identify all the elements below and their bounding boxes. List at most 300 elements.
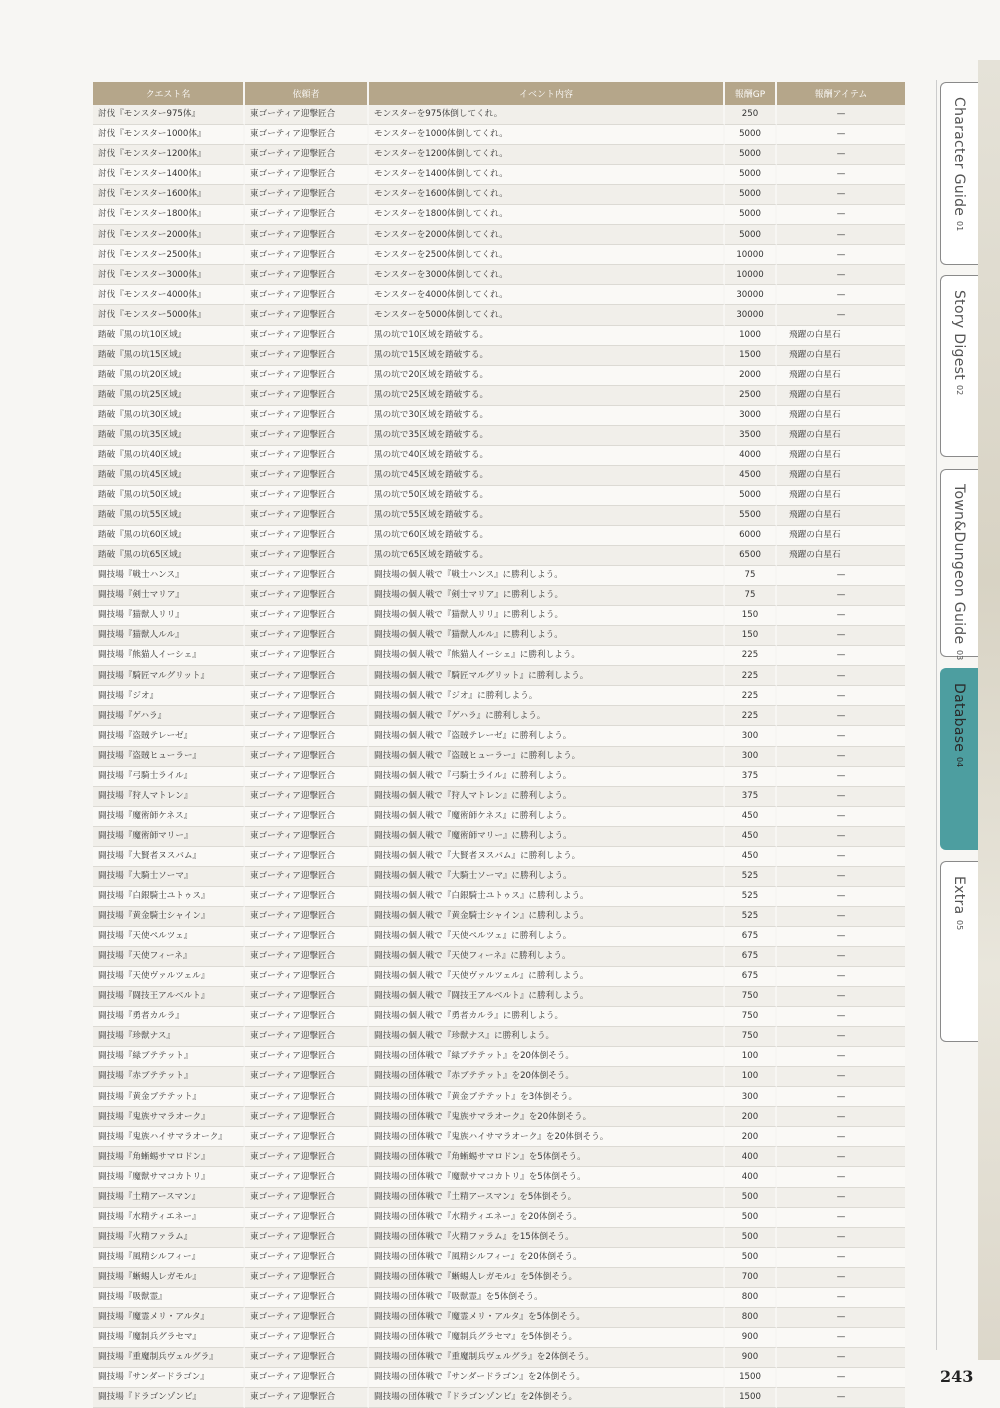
quest-name-cell: 踏破『黒の坑30区域』: [93, 406, 245, 426]
quest-name-cell: 闘技場『サンダードラゴン』: [93, 1368, 245, 1388]
table-row: [93, 1167, 905, 1187]
table-row: [93, 1288, 905, 1308]
quest-name-cell: 踏破『黒の坑55区域』: [93, 506, 245, 526]
table-row: [93, 205, 905, 225]
reward-gp-cell: 2500: [725, 386, 777, 406]
table-row: [93, 165, 905, 185]
client-cell: 東ゴーティア迎撃匠合: [245, 366, 369, 386]
event-content-cell: 闘技場の団体戦で『風精シルフィー』を20体倒そう。: [369, 1248, 725, 1268]
table-row: [93, 305, 905, 325]
table-row: [93, 1308, 905, 1328]
table-row: [93, 1127, 905, 1147]
reward-item-cell: —: [777, 245, 905, 265]
reward-item-cell: —: [777, 105, 905, 125]
client-cell: 東ゴーティア迎撃匠合: [245, 706, 369, 726]
reward-item-cell: 飛躍の白星石: [777, 526, 905, 546]
client-cell: 東ゴーティア迎撃匠合: [245, 586, 369, 606]
table-row: [93, 887, 905, 907]
reward-gp-cell: 5500: [725, 506, 777, 526]
event-content-cell: 黒の坑で40区域を踏破する。: [369, 446, 725, 466]
reward-item-cell: —: [777, 1328, 905, 1348]
reward-item-cell: —: [777, 1188, 905, 1208]
client-cell: 東ゴーティア迎撃匠合: [245, 967, 369, 987]
reward-item-cell: —: [777, 1228, 905, 1248]
table-row: [93, 586, 905, 606]
event-content-cell: 黒の坑で45区域を踏破する。: [369, 466, 725, 486]
page-edge-decoration: [978, 60, 1000, 1360]
reward-gp-cell: 5000: [725, 125, 777, 145]
quest-name-cell: 踏破『黒の坑35区域』: [93, 426, 245, 446]
event-content-cell: モンスターを3000体倒してくれ。: [369, 265, 725, 285]
event-content-cell: 闘技場の団体戦で『水精ティエネー』を20体倒そう。: [369, 1208, 725, 1228]
client-cell: 東ゴーティア迎撃匠合: [245, 125, 369, 145]
table-row: [93, 145, 905, 165]
client-cell: 東ゴーティア迎撃匠合: [245, 1007, 369, 1027]
event-content-cell: モンスターを975体倒してくれ。: [369, 105, 725, 125]
tab-character-guide[interactable]: [940, 82, 978, 265]
reward-item-cell: —: [777, 767, 905, 787]
quest-name-cell: 闘技場『重魔制兵ヴェルグラ』: [93, 1348, 245, 1368]
quest-name-cell: 闘技場『天使ペルツェ』: [93, 927, 245, 947]
quest-name-cell: 踏破『黒の坑20区域』: [93, 366, 245, 386]
reward-gp-cell: 750: [725, 1027, 777, 1047]
reward-item-cell: —: [777, 265, 905, 285]
quest-name-cell: 闘技場『闘技王アルベルト』: [93, 987, 245, 1007]
reward-item-cell: —: [777, 686, 905, 706]
event-content-cell: 闘技場の個人戦で『騎匠マルグリット』に勝利しよう。: [369, 666, 725, 686]
reward-gp-cell: 750: [725, 1007, 777, 1027]
quest-name-cell: 闘技場『大騎士ソーマ』: [93, 867, 245, 887]
client-cell: 東ゴーティア迎撃匠合: [245, 987, 369, 1007]
quest-name-cell: 闘技場『大賢者ヌスバム』: [93, 847, 245, 867]
reward-gp-cell: 300: [725, 747, 777, 767]
event-content-cell: 闘技場の団体戦で『ドラゴンゾンビ』を2体倒そう。: [369, 1388, 725, 1408]
reward-item-cell: —: [777, 1087, 905, 1107]
event-content-cell: モンスターを4000体倒してくれ。: [369, 285, 725, 305]
client-cell: 東ゴーティア迎撃匠合: [245, 807, 369, 827]
event-content-cell: 黒の坑で50区域を踏破する。: [369, 486, 725, 506]
event-content-cell: 闘技場の団体戦で『サンダードラゴン』を2体倒そう。: [369, 1368, 725, 1388]
event-content-cell: 闘技場の個人戦で『天使フィーネ』に勝利しよう。: [369, 947, 725, 967]
client-cell: 東ゴーティア迎撃匠合: [245, 566, 369, 586]
table-row: [93, 987, 905, 1007]
quest-name-cell: 闘技場『黄金ブテテット』: [93, 1087, 245, 1107]
reward-item-cell: —: [777, 907, 905, 927]
quest-name-cell: 闘技場『魔制兵グラセマ』: [93, 1328, 245, 1348]
event-content-cell: 闘技場の個人戦で『珍獣ナス』に勝利しよう。: [369, 1027, 725, 1047]
event-content-cell: 黒の坑で60区域を踏破する。: [369, 526, 725, 546]
tab-number: 05: [955, 919, 964, 930]
event-content-cell: モンスターを1600体倒してくれ。: [369, 185, 725, 205]
tab-label: Character Guide: [951, 97, 967, 217]
reward-gp-cell: 400: [725, 1167, 777, 1187]
table-row: [93, 346, 905, 366]
quest-name-cell: 闘技場『鬼族サマラオーク』: [93, 1107, 245, 1127]
quest-name-cell: 闘技場『鬼族ハイサマラオーク』: [93, 1127, 245, 1147]
client-cell: 東ゴーティア迎撃匠合: [245, 726, 369, 746]
table-row: [93, 666, 905, 686]
reward-gp-cell: 5000: [725, 145, 777, 165]
table-row: [93, 706, 905, 726]
column-header-reward-gp: 報酬GP: [725, 82, 777, 105]
reward-item-cell: —: [777, 125, 905, 145]
reward-gp-cell: 5000: [725, 205, 777, 225]
table-row: [93, 426, 905, 446]
table-header-row: [93, 82, 905, 105]
event-content-cell: 闘技場の団体戦で『緑ブテテット』を20体倒そう。: [369, 1047, 725, 1067]
reward-gp-cell: 225: [725, 666, 777, 686]
event-content-cell: 黒の坑で15区域を踏破する。: [369, 346, 725, 366]
table-row: [93, 265, 905, 285]
reward-gp-cell: 450: [725, 827, 777, 847]
event-content-cell: 闘技場の個人戦で『白銀騎士ユトゥス』に勝利しよう。: [369, 887, 725, 907]
table-row: [93, 1047, 905, 1067]
quest-name-cell: 闘技場『狩人マトレン』: [93, 787, 245, 807]
reward-item-cell: —: [777, 205, 905, 225]
event-content-cell: 闘技場の団体戦で『鬼族サマラオーク』を20体倒そう。: [369, 1107, 725, 1127]
tab-story-digest[interactable]: [940, 275, 978, 457]
client-cell: 東ゴーティア迎撃匠合: [245, 406, 369, 426]
reward-gp-cell: 450: [725, 847, 777, 867]
table-row: [93, 105, 905, 125]
reward-item-cell: —: [777, 285, 905, 305]
quest-name-cell: 討伐『モンスター1800体』: [93, 205, 245, 225]
client-cell: 東ゴーティア迎撃匠合: [245, 847, 369, 867]
quest-name-cell: 闘技場『土精アースマン』: [93, 1188, 245, 1208]
table-row: [93, 646, 905, 666]
quest-name-cell: 討伐『モンスター1200体』: [93, 145, 245, 165]
reward-gp-cell: 500: [725, 1208, 777, 1228]
quest-name-cell: 討伐『モンスター5000体』: [93, 305, 245, 325]
client-cell: 東ゴーティア迎撃匠合: [245, 1087, 369, 1107]
event-content-cell: 闘技場の個人戦で『天使ペルツェ』に勝利しよう。: [369, 927, 725, 947]
client-cell: 東ゴーティア迎撃匠合: [245, 326, 369, 346]
table-row: [93, 1388, 905, 1408]
tab-label: Extra: [951, 876, 967, 915]
tab-label: Story Digest: [951, 290, 967, 380]
event-content-cell: 闘技場の個人戦で『ゲハラ』に勝利しよう。: [369, 706, 725, 726]
quest-name-cell: 闘技場『魔術師ケネス』: [93, 807, 245, 827]
client-cell: 東ゴーティア迎撃匠合: [245, 1147, 369, 1167]
reward-item-cell: —: [777, 1127, 905, 1147]
client-cell: 東ゴーティア迎撃匠合: [245, 767, 369, 787]
column-header-client: 依頼者: [245, 82, 369, 105]
event-content-cell: 黒の坑で65区域を踏破する。: [369, 546, 725, 566]
reward-item-cell: —: [777, 1388, 905, 1408]
table-row: [93, 787, 905, 807]
client-cell: 東ゴーティア迎撃匠合: [245, 346, 369, 366]
reward-item-cell: —: [777, 185, 905, 205]
table-row: [93, 466, 905, 486]
table-row: [93, 1368, 905, 1388]
client-cell: 東ゴーティア迎撃匠合: [245, 1308, 369, 1328]
client-cell: 東ゴーティア迎撃匠合: [245, 1248, 369, 1268]
quest-name-cell: 闘技場『黄金騎士シャイン』: [93, 907, 245, 927]
table-row: [93, 767, 905, 787]
reward-item-cell: —: [777, 165, 905, 185]
column-header-event-content: イベント内容: [369, 82, 725, 105]
client-cell: 東ゴーティア迎撃匠合: [245, 426, 369, 446]
event-content-cell: 闘技場の団体戦で『角蜥蜴サマロドン』を5体倒そう。: [369, 1147, 725, 1167]
client-cell: 東ゴーティア迎撃匠合: [245, 1027, 369, 1047]
table-row: [93, 807, 905, 827]
event-content-cell: 闘技場の個人戦で『猫獣人ルル』に勝利しよう。: [369, 626, 725, 646]
quest-name-cell: 闘技場『天使フィーネ』: [93, 947, 245, 967]
tab-number: 02: [955, 385, 964, 396]
reward-gp-cell: 10000: [725, 245, 777, 265]
tab-label: Database: [951, 683, 967, 753]
reward-gp-cell: 500: [725, 1248, 777, 1268]
client-cell: 東ゴーティア迎撃匠合: [245, 1127, 369, 1147]
quest-name-cell: 闘技場『風精シルフィー』: [93, 1248, 245, 1268]
client-cell: 東ゴーティア迎撃匠合: [245, 1328, 369, 1348]
table-row: [93, 1328, 905, 1348]
reward-item-cell: —: [777, 747, 905, 767]
reward-item-cell: 飛躍の白星石: [777, 546, 905, 566]
quest-name-cell: 討伐『モンスター4000体』: [93, 285, 245, 305]
table-row: [93, 1007, 905, 1027]
event-content-cell: モンスターを1400体倒してくれ。: [369, 165, 725, 185]
reward-item-cell: 飛躍の白星石: [777, 346, 905, 366]
table-row: [93, 1147, 905, 1167]
quest-name-cell: 闘技場『白銀騎士ユトゥス』: [93, 887, 245, 907]
reward-gp-cell: 300: [725, 1087, 777, 1107]
reward-gp-cell: 30000: [725, 305, 777, 325]
reward-item-cell: —: [777, 1248, 905, 1268]
quest-name-cell: 闘技場『ジオ』: [93, 686, 245, 706]
client-cell: 東ゴーティア迎撃匠合: [245, 105, 369, 125]
tab-number: 01: [955, 221, 964, 232]
reward-item-cell: —: [777, 145, 905, 165]
quest-name-cell: 闘技場『水精ティエネー』: [93, 1208, 245, 1228]
reward-gp-cell: 525: [725, 867, 777, 887]
quest-name-cell: 闘技場『火精ファラム』: [93, 1228, 245, 1248]
reward-item-cell: 飛躍の白星石: [777, 386, 905, 406]
reward-gp-cell: 525: [725, 887, 777, 907]
reward-gp-cell: 200: [725, 1107, 777, 1127]
event-content-cell: 闘技場の個人戦で『狩人マトレン』に勝利しよう。: [369, 787, 725, 807]
quest-name-cell: 踏破『黒の坑60区域』: [93, 526, 245, 546]
event-content-cell: 黒の坑で35区域を踏破する。: [369, 426, 725, 446]
reward-gp-cell: 225: [725, 686, 777, 706]
event-content-cell: 闘技場の団体戦で『魔制兵グラセマ』を5体倒そう。: [369, 1328, 725, 1348]
table-row: [93, 506, 905, 526]
reward-item-cell: —: [777, 305, 905, 325]
quest-name-cell: 討伐『モンスター975体』: [93, 105, 245, 125]
table-row: [93, 366, 905, 386]
reward-gp-cell: 375: [725, 767, 777, 787]
tab-database[interactable]: [940, 668, 978, 850]
reward-item-cell: —: [777, 1067, 905, 1087]
quest-name-cell: 討伐『モンスター1000体』: [93, 125, 245, 145]
client-cell: 東ゴーティア迎撃匠合: [245, 285, 369, 305]
event-content-cell: 黒の坑で20区域を踏破する。: [369, 366, 725, 386]
quest-name-cell: 闘技場『天使ヴァルツェル』: [93, 967, 245, 987]
quest-name-cell: 闘技場『騎匠マルグリット』: [93, 666, 245, 686]
column-header-reward-item: 報酬アイテム: [777, 82, 905, 105]
client-cell: 東ゴーティア迎撃匠合: [245, 1388, 369, 1408]
quest-table: [93, 82, 905, 1408]
table-row: [93, 185, 905, 205]
event-content-cell: 黒の坑で30区域を踏破する。: [369, 406, 725, 426]
table-row: [93, 386, 905, 406]
reward-item-cell: 飛躍の白星石: [777, 466, 905, 486]
client-cell: 東ゴーティア迎撃匠合: [245, 386, 369, 406]
reward-item-cell: —: [777, 1268, 905, 1288]
event-content-cell: 闘技場の団体戦で『赤ブテテット』を20体倒そう。: [369, 1067, 725, 1087]
event-content-cell: 闘技場の個人戦で『盗賊ヒューラー』に勝利しよう。: [369, 747, 725, 767]
reward-gp-cell: 75: [725, 566, 777, 586]
quest-name-cell: 闘技場『角蜥蜴サマロドン』: [93, 1147, 245, 1167]
client-cell: 東ゴーティア迎撃匠合: [245, 1188, 369, 1208]
client-cell: 東ゴーティア迎撃匠合: [245, 446, 369, 466]
event-content-cell: モンスターを1800体倒してくれ。: [369, 205, 725, 225]
event-content-cell: 闘技場の個人戦で『大賢者ヌスバム』に勝利しよう。: [369, 847, 725, 867]
event-content-cell: 闘技場の個人戦で『魔術師マリー』に勝利しよう。: [369, 827, 725, 847]
reward-gp-cell: 5000: [725, 165, 777, 185]
reward-item-cell: —: [777, 987, 905, 1007]
tab-number: 03: [955, 649, 964, 660]
table-row: [93, 1107, 905, 1127]
client-cell: 東ゴーティア迎撃匠合: [245, 927, 369, 947]
quest-name-cell: 闘技場『熊猫人イーシェ』: [93, 646, 245, 666]
table-row: [93, 847, 905, 867]
reward-gp-cell: 900: [725, 1328, 777, 1348]
quest-name-cell: 踏破『黒の坑15区域』: [93, 346, 245, 366]
event-content-cell: 闘技場の個人戦で『天使ヴァルツェル』に勝利しよう。: [369, 967, 725, 987]
table-row: [93, 1027, 905, 1047]
tab-label: Town&Dungeon Guide: [951, 484, 967, 645]
table-row: [93, 546, 905, 566]
reward-item-cell: 飛躍の白星石: [777, 326, 905, 346]
event-content-cell: 黒の坑で25区域を踏破する。: [369, 386, 725, 406]
reward-item-cell: —: [777, 1208, 905, 1228]
tab-town-dungeon-guide[interactable]: [940, 469, 978, 660]
quest-name-cell: 討伐『モンスター1600体』: [93, 185, 245, 205]
reward-item-cell: 飛躍の白星石: [777, 426, 905, 446]
reward-item-cell: —: [777, 646, 905, 666]
reward-gp-cell: 4500: [725, 466, 777, 486]
reward-item-cell: —: [777, 666, 905, 686]
reward-gp-cell: 675: [725, 967, 777, 987]
reward-gp-cell: 4000: [725, 446, 777, 466]
reward-gp-cell: 400: [725, 1147, 777, 1167]
quest-name-cell: 討伐『モンスター1400体』: [93, 165, 245, 185]
reward-item-cell: —: [777, 827, 905, 847]
quest-name-cell: 闘技場『珍獣ナス』: [93, 1027, 245, 1047]
client-cell: 東ゴーティア迎撃匠合: [245, 506, 369, 526]
quest-name-cell: 踏破『黒の坑10区域』: [93, 326, 245, 346]
reward-gp-cell: 800: [725, 1308, 777, 1328]
reward-item-cell: 飛躍の白星石: [777, 366, 905, 386]
client-cell: 東ゴーティア迎撃匠合: [245, 305, 369, 325]
reward-gp-cell: 700: [725, 1268, 777, 1288]
reward-item-cell: —: [777, 947, 905, 967]
reward-gp-cell: 450: [725, 807, 777, 827]
event-content-cell: モンスターを2500体倒してくれ。: [369, 245, 725, 265]
client-cell: 東ゴーティア迎撃匠合: [245, 225, 369, 245]
reward-gp-cell: 100: [725, 1047, 777, 1067]
reward-item-cell: —: [777, 1288, 905, 1308]
reward-item-cell: 飛躍の白星石: [777, 486, 905, 506]
client-cell: 東ゴーティア迎撃匠合: [245, 747, 369, 767]
reward-gp-cell: 1500: [725, 346, 777, 366]
client-cell: 東ゴーティア迎撃匠合: [245, 947, 369, 967]
table-row: [93, 486, 905, 506]
client-cell: 東ゴーティア迎撃匠合: [245, 827, 369, 847]
reward-gp-cell: 500: [725, 1188, 777, 1208]
client-cell: 東ゴーティア迎撃匠合: [245, 646, 369, 666]
event-content-cell: 闘技場の団体戦で『鬼族ハイサマラオーク』を20体倒そう。: [369, 1127, 725, 1147]
quest-name-cell: 踏破『黒の坑45区域』: [93, 466, 245, 486]
event-content-cell: 闘技場の個人戦で『勇者カルラ』に勝利しよう。: [369, 1007, 725, 1027]
quest-name-cell: 闘技場『戦士ハンス』: [93, 566, 245, 586]
table-row: [93, 326, 905, 346]
client-cell: 東ゴーティア迎撃匠合: [245, 1107, 369, 1127]
reward-gp-cell: 300: [725, 726, 777, 746]
reward-item-cell: —: [777, 927, 905, 947]
reward-gp-cell: 500: [725, 1228, 777, 1248]
client-cell: 東ゴーティア迎撃匠合: [245, 486, 369, 506]
reward-gp-cell: 2000: [725, 366, 777, 386]
quest-name-cell: 討伐『モンスター2500体』: [93, 245, 245, 265]
reward-gp-cell: 6500: [725, 546, 777, 566]
event-content-cell: 黒の坑で10区域を踏破する。: [369, 326, 725, 346]
reward-gp-cell: 3000: [725, 406, 777, 426]
reward-item-cell: 飛躍の白星石: [777, 446, 905, 466]
reward-gp-cell: 30000: [725, 285, 777, 305]
reward-item-cell: —: [777, 225, 905, 245]
table-row: [93, 285, 905, 305]
table-row: [93, 686, 905, 706]
tab-extra[interactable]: [940, 861, 978, 1042]
client-cell: 東ゴーティア迎撃匠合: [245, 185, 369, 205]
table-row: [93, 566, 905, 586]
table-row: [93, 406, 905, 426]
reward-gp-cell: 1500: [725, 1368, 777, 1388]
reward-item-cell: —: [777, 787, 905, 807]
event-content-cell: 闘技場の団体戦で『蜥蜴人レガモル』を5体倒そう。: [369, 1268, 725, 1288]
event-content-cell: 闘技場の個人戦で『黄金騎士シャイン』に勝利しよう。: [369, 907, 725, 927]
reward-gp-cell: 1000: [725, 326, 777, 346]
table-body: [93, 105, 905, 1408]
table-row: [93, 1208, 905, 1228]
event-content-cell: 闘技場の団体戦で『火精ファラム』を15体倒そう。: [369, 1228, 725, 1248]
quest-name-cell: 闘技場『緑ブテテット』: [93, 1047, 245, 1067]
reward-item-cell: —: [777, 726, 905, 746]
client-cell: 東ゴーティア迎撃匠合: [245, 867, 369, 887]
tab-number: 04: [955, 757, 964, 768]
page-number: 243: [940, 1367, 974, 1386]
reward-item-cell: —: [777, 1308, 905, 1328]
event-content-cell: モンスターを5000体倒してくれ。: [369, 305, 725, 325]
event-content-cell: 闘技場の団体戦で『魔獣サマコカトリ』を5体倒そう。: [369, 1167, 725, 1187]
reward-item-cell: —: [777, 1027, 905, 1047]
table-row: [93, 947, 905, 967]
quest-name-cell: 踏破『黒の坑65区域』: [93, 546, 245, 566]
quest-name-cell: 闘技場『ドラゴンゾンビ』: [93, 1388, 245, 1408]
client-cell: 東ゴーティア迎撃匠合: [245, 245, 369, 265]
reward-item-cell: —: [777, 606, 905, 626]
reward-gp-cell: 225: [725, 706, 777, 726]
reward-gp-cell: 6000: [725, 526, 777, 546]
client-cell: 東ゴーティア迎撃匠合: [245, 145, 369, 165]
client-cell: 東ゴーティア迎撃匠合: [245, 1047, 369, 1067]
table-row: [93, 626, 905, 646]
quest-name-cell: 闘技場『魔霊メリ・アルタ』: [93, 1308, 245, 1328]
table-row: [93, 927, 905, 947]
quest-name-cell: 闘技場『勇者カルラ』: [93, 1007, 245, 1027]
